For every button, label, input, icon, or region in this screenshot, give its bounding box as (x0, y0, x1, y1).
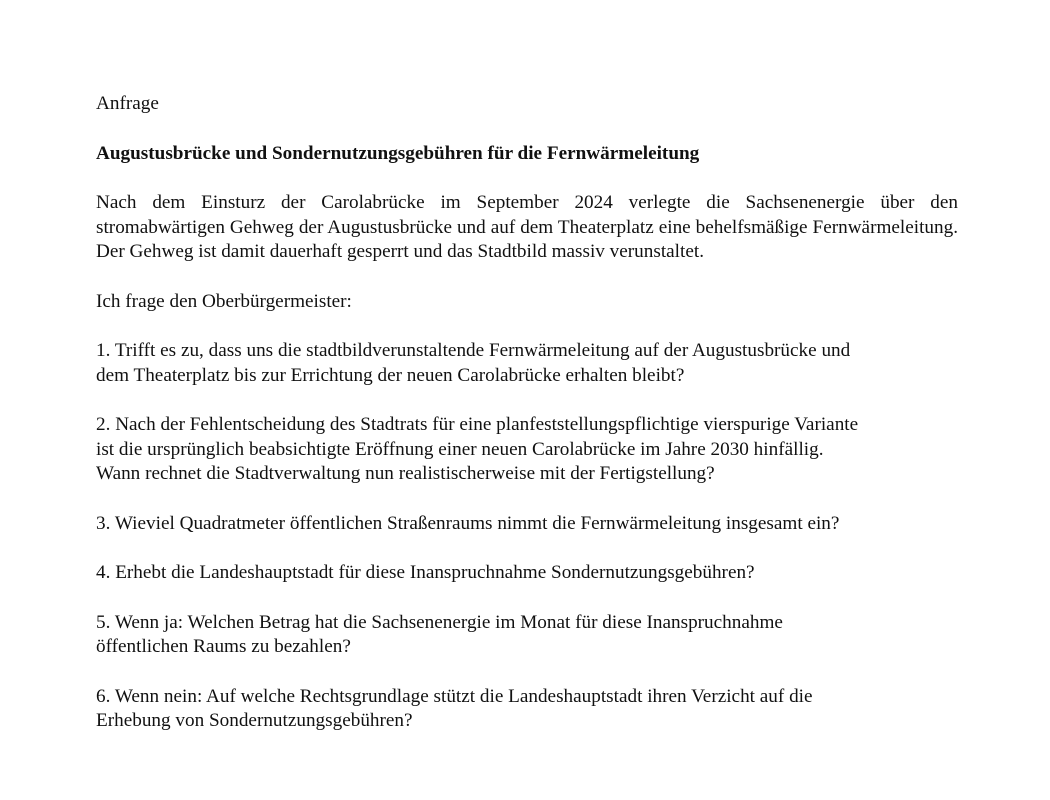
question-5-line-1: 5. Wenn ja: Welchen Betrag hat die Sachsenenergie im Monat für diese Inanspruchnahme (96, 611, 783, 633)
question-6 (96, 685, 958, 734)
document-page (96, 92, 958, 759)
question-2 (96, 413, 958, 487)
question-3 (96, 512, 958, 537)
intro-paragraph: Nach dem Einsturz der Carolabrücke im September 2024 verlegte die Sachsenenergie über den stromabwärtigen Gehweg der Augustusbrücke und auf dem Theaterplatz eine behelfsmäßige Fernwärmeleitung. Der Gehweg ist damit dauerhaft gesperrt und das Stadtbild massiv verunstaltet. (96, 192, 958, 262)
question-4 (96, 561, 958, 586)
question-6-line-2: Erhebung von Sondernutzungsgebühren? (96, 710, 413, 731)
question-2-line-1: 2. Nach der Fehlentscheidung des Stadtrats für eine planfeststellungspflichtige vierspurige Variante (96, 414, 859, 435)
question-1-line-1: 1. Trifft es zu, dass uns die stadtbildverunstaltende Fernwärmeleitung auf der Augustusbrücke und (96, 340, 851, 361)
question-2-line-3: Wann rechnet die Stadtverwaltung nun realistischerweise mit der Fertigstellung? (96, 463, 715, 484)
question-3-line-1: 3. Wieviel Quadratmeter öffentlichen Straßenraums nimmt die Fernwärmeleitung insgesamt ein? (96, 512, 840, 534)
question-1-line-2: dem Theaterplatz bis zur Errichtung der neuen Carolabrücke erhalten bleibt? (96, 364, 685, 386)
question-6-line-1: 6. Wenn nein: Auf welche Rechtsgrundlage stützt die Landeshauptstadt ihren Verzicht auf die (96, 685, 813, 707)
question-2-line-2: ist die ursprünglich beabsichtigte Eröffnung einer neuen Carolabrücke im Jahre 2030 hinfällig. (96, 438, 824, 460)
document-label: Anfrage (96, 93, 159, 114)
question-5 (96, 611, 958, 660)
document-title: Augustusbrücke und Sondernutzungsgebühren für die Fernwärmeleitung (96, 142, 700, 164)
question-4-line-1: 4. Erhebt die Landeshauptstadt für diese Inanspruchnahme Sondernutzungsgebühren? (96, 562, 755, 583)
question-5-line-2: öffentlichen Raums zu bezahlen? (96, 636, 351, 657)
question-1 (96, 339, 958, 388)
question-lead: Ich frage den Oberbürgermeister: (96, 290, 352, 312)
